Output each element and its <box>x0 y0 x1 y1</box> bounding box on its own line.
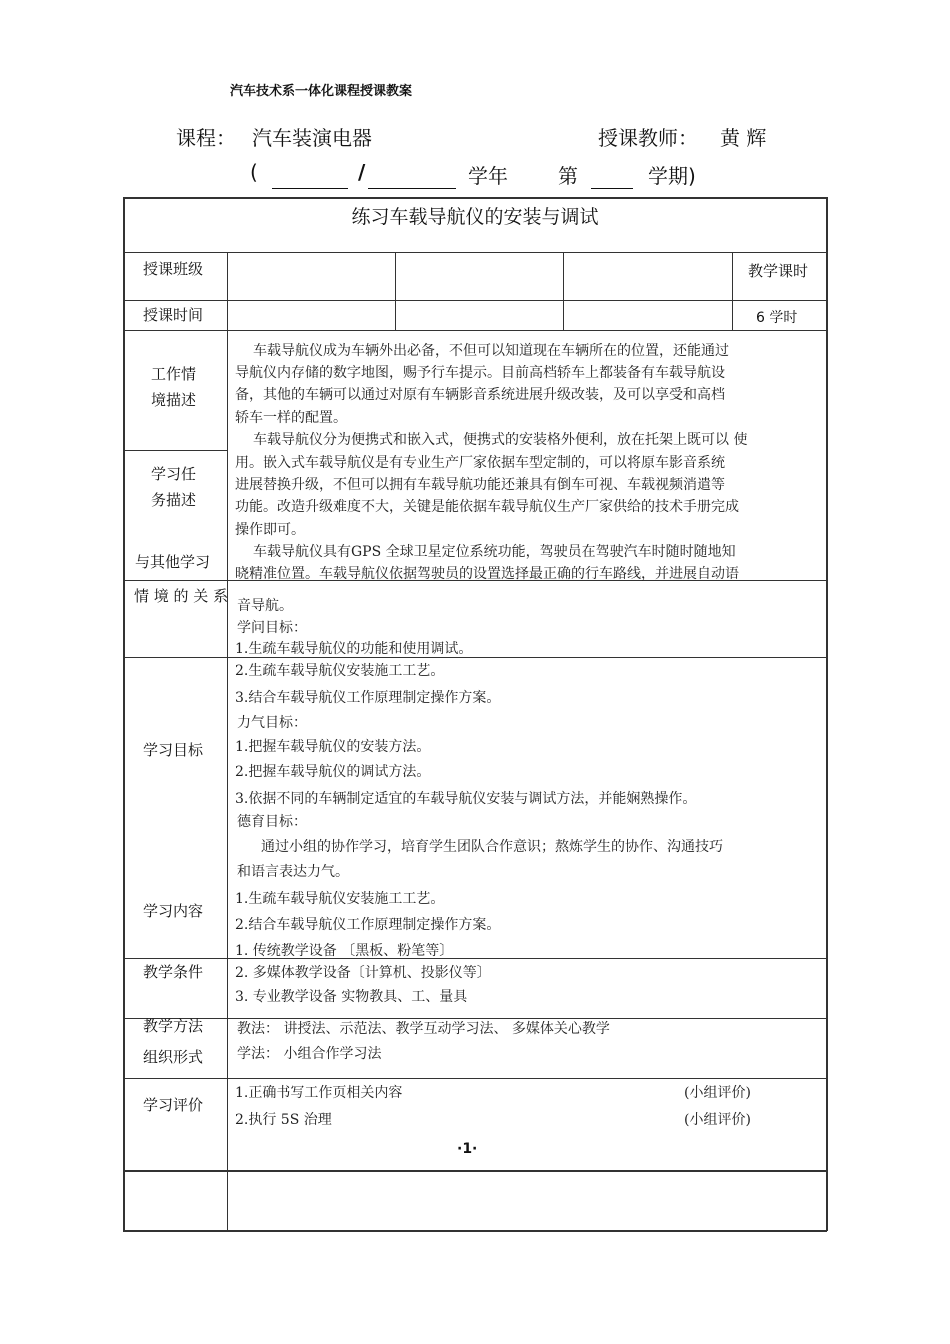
body-line: 操作即可。 <box>235 522 305 538</box>
body-line: 备，其他的车辆可以通过对原有车辆影音系统进展升级改装，及可以享受和高档 <box>235 387 725 403</box>
body-line: 车载导航仪分为便携式和嵌入式，便携式的安装格外便利，放在托架上既可以 使 <box>253 432 748 448</box>
row-divider <box>123 958 827 959</box>
course-name: 汽车装演电器 <box>252 126 372 150</box>
body-line: 轿车一样的配置。 <box>235 410 347 426</box>
row-divider <box>123 1170 827 1172</box>
body-line: 2.把握车载导航仪的调试方法。 <box>235 764 431 780</box>
term-semester-label: 学期) <box>648 164 696 188</box>
body-line: 1.正确书写工作页相关内容 <box>235 1085 403 1101</box>
goals-label: 学习目标 <box>143 741 204 759</box>
semester-blank <box>591 188 633 189</box>
body-line: 力气目标： <box>237 715 307 731</box>
document-header: 汽车技术系一体化课程授课教案 <box>230 84 413 99</box>
task-label-line1: 学习任 <box>151 465 197 483</box>
body-line: 2.生疏车载导航仪安装施工工艺。 <box>235 663 445 679</box>
body-line: 车载导航仪具有GPS 全球卫星定位系统功能，驾驶员在驾驶汽车时随时随地知 <box>253 544 736 560</box>
time-label: 授课时间 <box>143 306 204 324</box>
body-line: 1.生疏车载导航仪的功能和使用调试。 <box>235 641 473 657</box>
evaluation-tag: (小组评价) <box>684 1112 751 1128</box>
row-divider <box>123 300 827 301</box>
row-divider <box>123 330 827 331</box>
task-label-line2: 务描述 <box>151 491 197 509</box>
body-line: 车载导航仪成为车辆外出必备，不但可以知道现在车辆所在的位置，还能通过 <box>253 343 729 359</box>
body-line: 2. 多媒体教学设备〔计算机、投影仪等〕 <box>235 965 491 981</box>
col-divider <box>395 252 396 330</box>
body-line: 教法： 讲授法、示范法、教学互动学习法、 多媒体关心教学 <box>237 1021 610 1037</box>
course-label: 课程： <box>176 126 236 150</box>
body-line: 3.结合车载导航仪工作原理制定操作方案。 <box>235 690 501 706</box>
teacher-name: 黄 辉 <box>720 126 767 150</box>
year-end-blank <box>368 188 456 189</box>
body-line: 通过小组的协作学习，培育学生团队合作意识；熬炼学生的协作、沟通技巧 <box>261 839 723 855</box>
term-year-label: 学年 <box>468 164 508 188</box>
year-start-blank <box>272 188 348 189</box>
body-line: 晓精准位置。车载导航仪依据驾驶员的设置选择最正确的行车路线，并进展自动语 <box>235 566 739 582</box>
work-situation-label-line1: 工作情 <box>151 365 197 383</box>
row-divider <box>123 1078 827 1079</box>
relation-label-line2: 情 境 的 关 系 <box>134 587 229 605</box>
lesson-title: 练习车载导航仪的安装与调试 <box>351 206 599 228</box>
body-line: 学法： 小组合作学习法 <box>237 1046 382 1062</box>
method-label: 教学方法 <box>143 1017 204 1035</box>
relation-label-line1: 与其他学习 <box>135 553 211 571</box>
row-divider <box>123 657 827 658</box>
col-divider <box>563 252 564 330</box>
body-line: 德育目标： <box>237 814 307 830</box>
table-border-top <box>123 197 827 199</box>
table-border-left <box>123 197 125 1231</box>
body-line: 3. 专业教学设备 实物教具、工、量具 <box>235 989 468 1005</box>
body-line: 用。嵌入式车载导航仪是有专业生产厂家依据车型定制的，可以将原车影音系统 <box>235 455 725 471</box>
body-line: 1. 传统教学设备 〔黑板、粉笔等〕 <box>235 943 454 959</box>
term-open-paren: ( <box>250 160 258 184</box>
body-line: 1.把握车载导航仪的安装方法。 <box>235 739 431 755</box>
evaluation-tag: (小组评价) <box>684 1085 751 1101</box>
col-divider <box>227 252 228 1231</box>
teacher-label: 授课教师： <box>598 126 698 150</box>
content-label: 学习内容 <box>143 902 204 920</box>
evaluation-label: 学习评价 <box>143 1096 204 1114</box>
class-label: 授课班级 <box>143 260 204 278</box>
term-slash: / <box>358 160 366 184</box>
body-line: 和语言表达力气。 <box>237 864 349 880</box>
term-ordinal-label: 第 <box>558 164 578 188</box>
table-border-bottom <box>123 1230 827 1232</box>
body-line: 1.生疏车载导航仪安装施工工艺。 <box>235 891 445 907</box>
body-line: 功能。改造升级难度不大，关键是能依据车载导航仪生产厂家供给的技术手册完成 <box>235 499 739 515</box>
row-divider <box>123 450 227 451</box>
work-situation-label-line2: 境描述 <box>151 391 197 409</box>
body-line: 2.执行 5S 治理 <box>235 1112 332 1128</box>
hours-value: 6 学时 <box>756 310 798 326</box>
body-line: 进展替换升级，不但可以拥有车载导航功能还兼具有倒车可视、车载视频消遣等 <box>235 477 725 493</box>
hours-label: 教学课时 <box>748 262 809 280</box>
col-divider <box>732 252 733 330</box>
body-line: 2.结合车载导航仪工作原理制定操作方案。 <box>235 917 501 933</box>
body-line: 导航仪内存储的数字地图，赐予行车提示。目前高档轿车上都装备有车载导航设 <box>235 365 725 381</box>
body-line: 音导航。 <box>237 598 293 614</box>
table-border-right <box>826 197 828 1231</box>
page-number: ·1· <box>457 1141 478 1157</box>
body-line: 3.依据不同的车辆制定适宜的车载导航仪安装与调试方法，并能娴熟操作。 <box>235 791 697 807</box>
row-divider <box>123 252 827 253</box>
organization-label: 组织形式 <box>143 1048 204 1066</box>
body-line: 学问目标： <box>237 620 307 636</box>
conditions-label: 教学条件 <box>143 963 204 981</box>
